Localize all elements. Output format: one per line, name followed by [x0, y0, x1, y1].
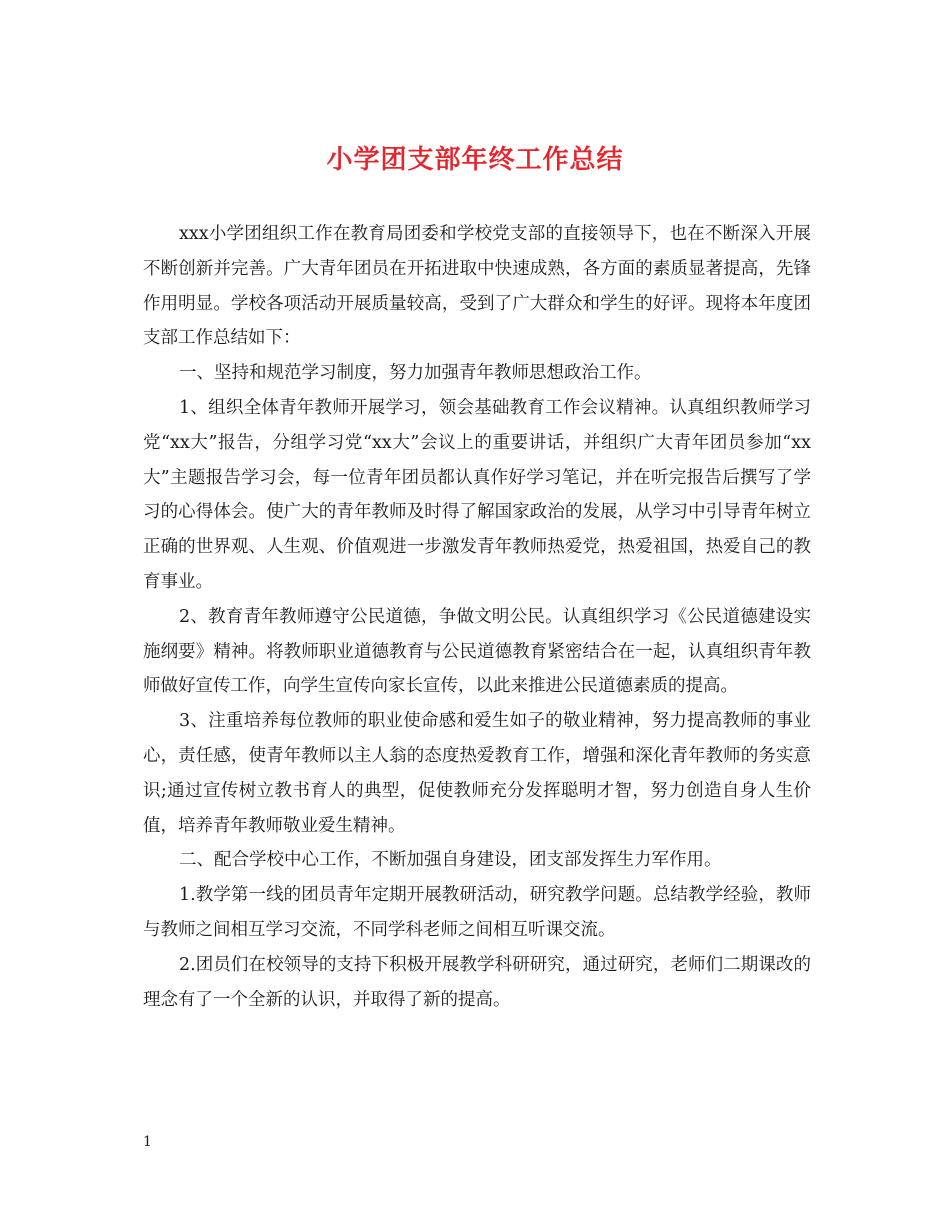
paragraph-section-1-item-3: 3、注重培养每位教师的职业使命感和爱生如子的敬业精神，努力提高教师的事业心，责任感，使青年教师以主人翁的态度热爱教育工作，增强和深化青年教师的务实意识;通过宣传树立教书育人的典型，促使教师充分发挥聪明才智，努力创造自身人生价值，培养青年教师敬业爱生精神。 [143, 711, 811, 836]
paragraph-intro: xxx小学团组织工作在教育局团委和学校党支部的直接领导下，也在不断深入开展不断创新并完善。广大青年团员在开拓进取中快速成熟，各方面的素质显著提高，先锋作用明显。学校各项活动开展质量较高，受到了广大群众和学生的好评。现将本年度团支部工作总结如下： [143, 224, 811, 349]
paragraph-section-1-item-2: 2、教育青年教师遵守公民道德，争做文明公民。认真组织学习《公民道德建设实施纲要》精神。将教师职业道德教育与公民道德教育紧密结合在一起，认真组织青年教师做好宣传工作，向学生宣传向家长宣传，以此来推进公民道德素质的提高。 [143, 606, 811, 697]
paragraph-section-2-item-2: 2.团员们在校领导的支持下积极开展教学科研研究，通过研究，老师们二期课改的理念有了一个全新的认识，并取得了新的提高。 [143, 954, 811, 1010]
paragraph-section-1-heading: 一、坚持和规范学习制度，努力加强青年教师思想政治工作。 [179, 363, 652, 384]
document-title: 小学团支部年终工作总结 [326, 145, 624, 175]
paragraph-section-2-item-1: 1.教学第一线的团员青年定期开展教研活动，研究教学问题。总结教学经验，教师与教师之间相互学习交流，不同学科老师之间相互听课交流。 [143, 885, 811, 940]
document-body [143, 217, 811, 1017]
paragraph-section-1-item-1: 1、组织全体青年教师开展学习，领会基础教育工作会议精神。认真组织教师学习党“xx大”报告，分组学习党“xx大”会议上的重要讲话，并组织广大青年团员参加“xx大”主题报告学习会，每一位青年团员都认真作好学习笔记，并在听完报告后撰写了学习的心得体会。使广大的青年教师及时得了解国家政治的发展，从学习中引导青年树立正确的世界观、人生观、价值观进一步激发青年教师热爱党，热爱祖国，热爱自己的教育事业。 [143, 397, 811, 592]
paragraph-section-2-heading: 二、配合学校中心工作，不断加强自身建设，团支部发挥生力军作用。 [179, 850, 722, 871]
page-number: 1 [143, 1134, 152, 1150]
